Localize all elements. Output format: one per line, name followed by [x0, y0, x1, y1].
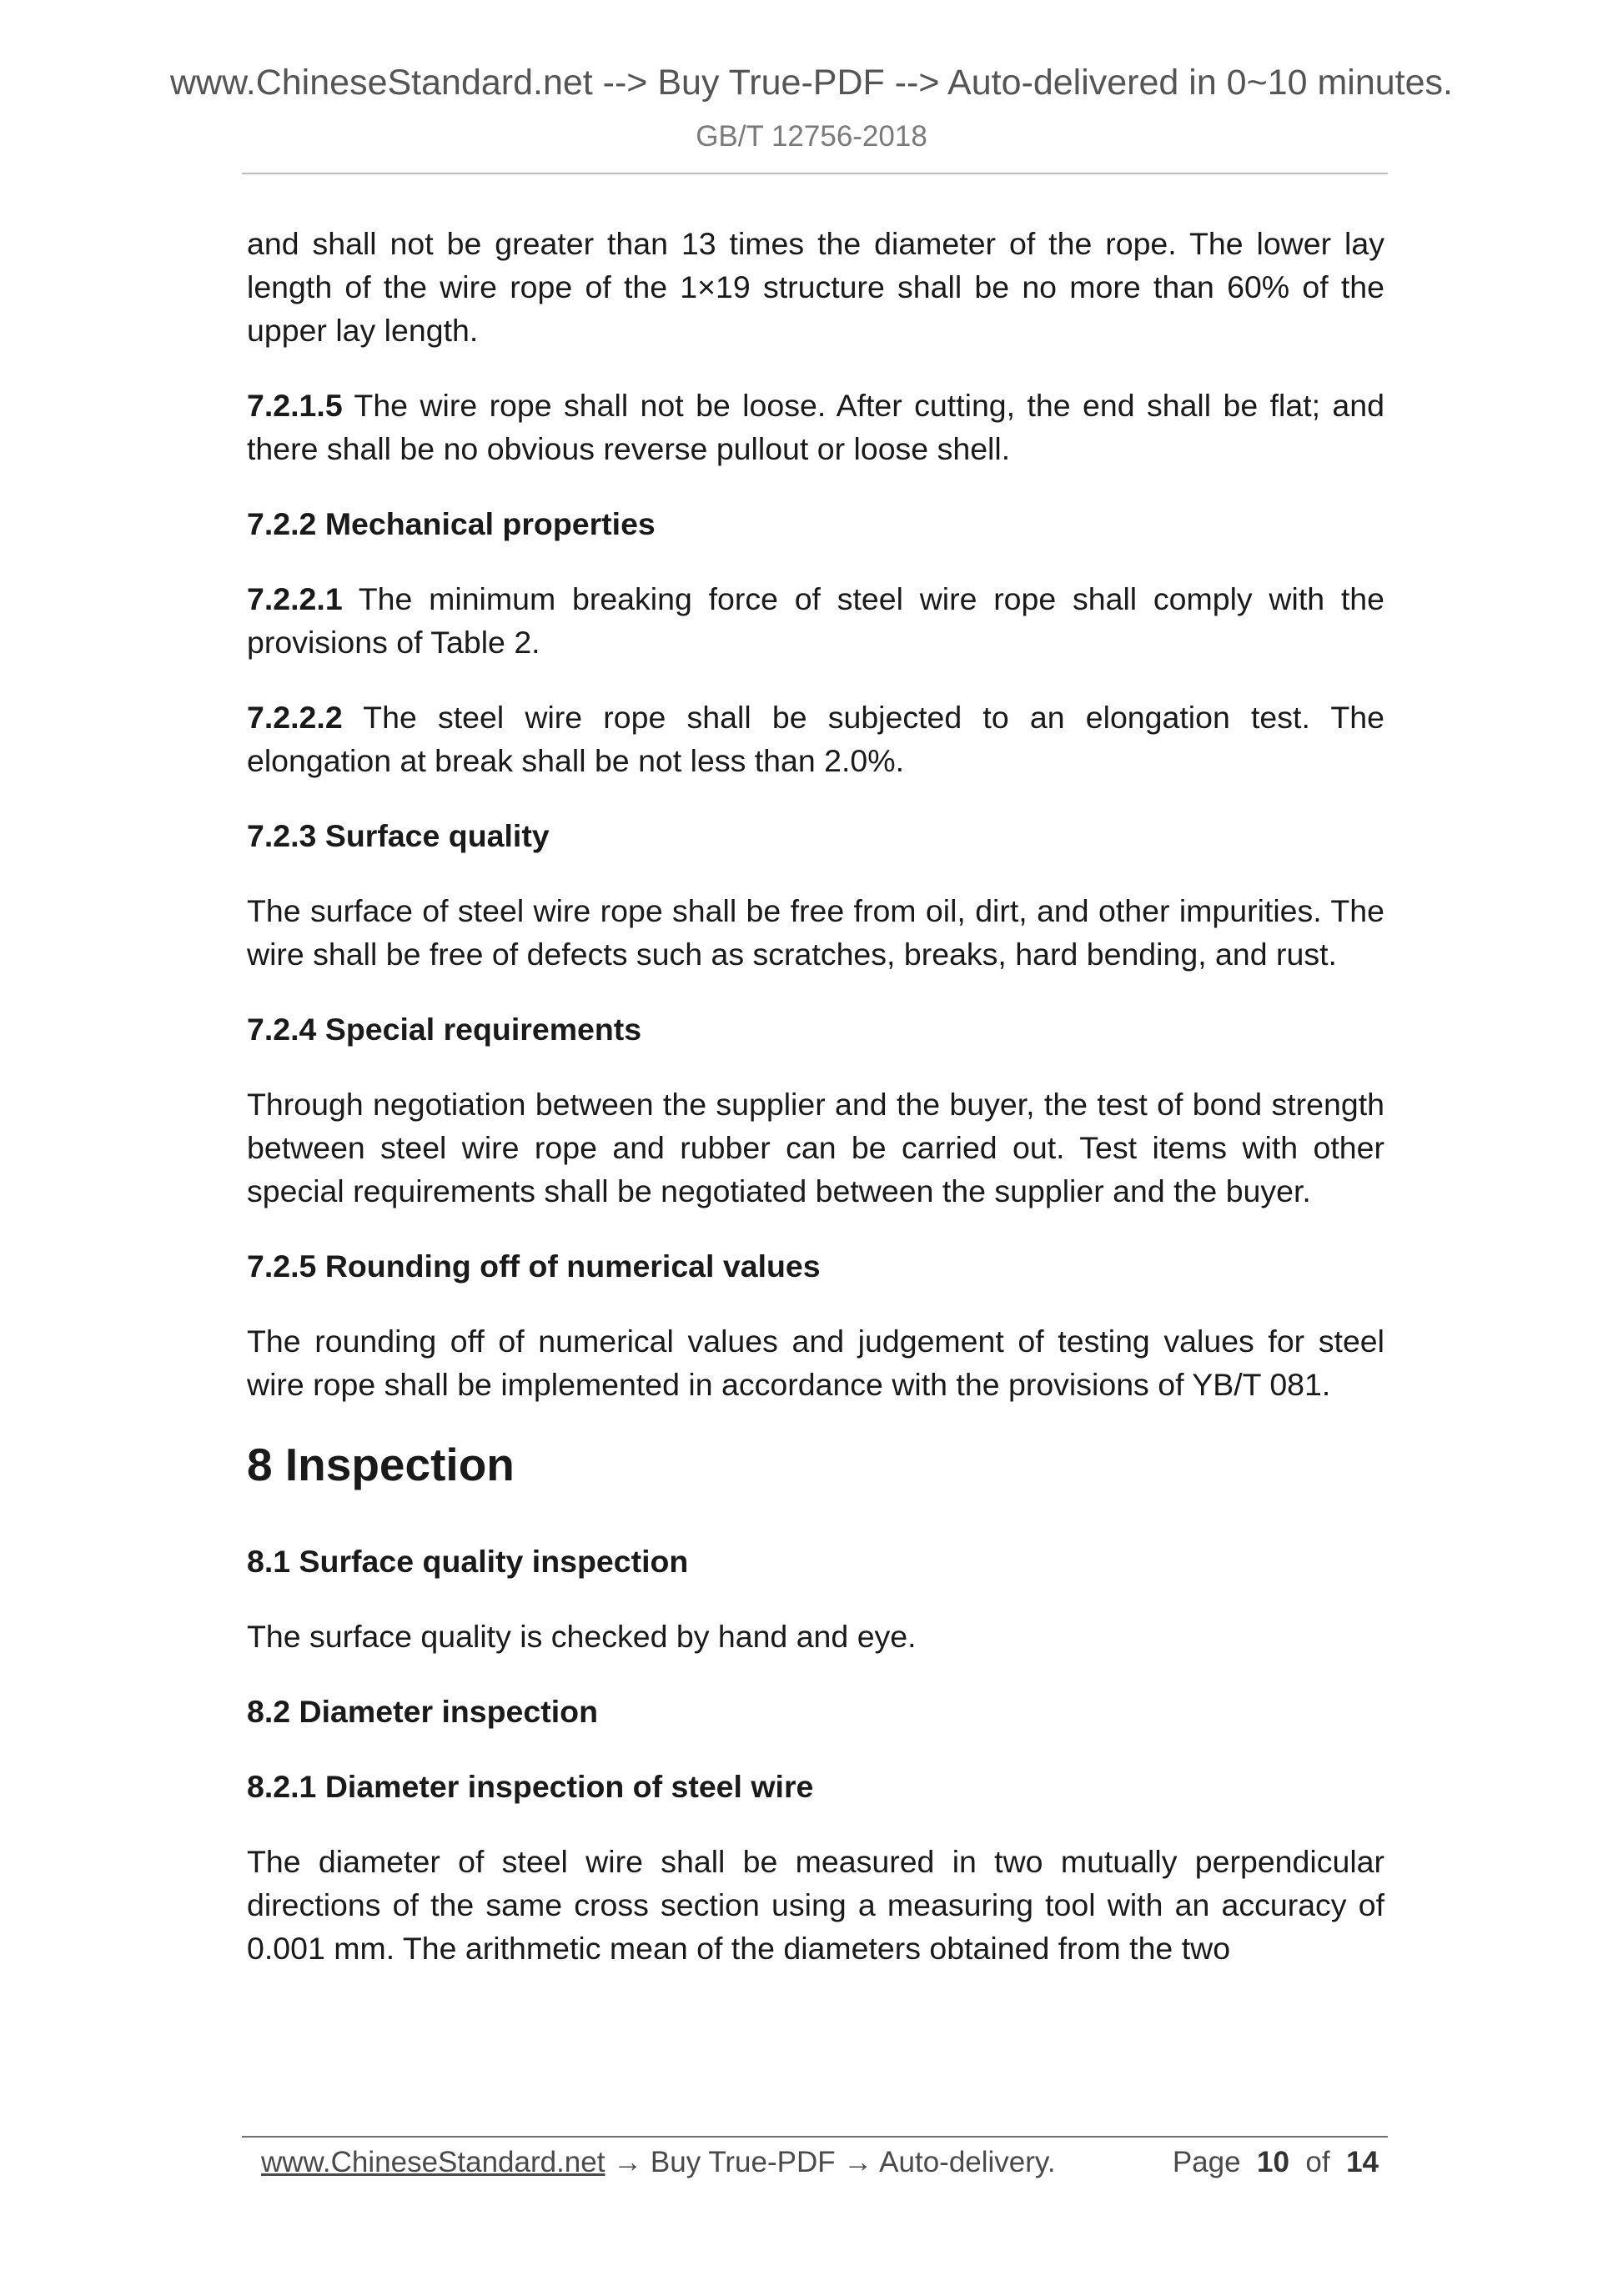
- footer-divider: [242, 2136, 1388, 2138]
- clause-number: 7.2.1.5: [247, 388, 343, 423]
- clause-7-2-2-1: [247, 577, 1384, 664]
- clause-number: 7.2.2.1: [247, 581, 343, 616]
- heading-7-2-3: 7.2.3 Surface quality: [247, 818, 550, 853]
- heading-8-2: 8.2 Diameter inspection: [247, 1694, 598, 1729]
- heading-7-2-4: 7.2.4 Special requirements: [247, 1012, 642, 1047]
- page-total: 14: [1346, 2146, 1379, 2178]
- heading-7-2-2: 7.2.2 Mechanical properties: [247, 506, 656, 541]
- page-current: 10: [1257, 2146, 1289, 2178]
- paragraph-continued: and shall not be greater than 13 times the diameter of the rope. The lower lay length of the wire rope of the 1×19 structure shall be no more than 60% of the upper lay length.: [247, 226, 1384, 348]
- header-banner: www.ChineseStandard.net --> Buy True-PDF --> Auto-delivered in 0~10 minutes.: [169, 63, 1453, 103]
- paragraph-7-2-4: Through negotiation between the supplier and the buyer, the test of bond strength between steel wire rope and rubber can be carried out. Test items with other special requirements shall be negotiated between the supplier and the buyer.: [247, 1087, 1384, 1208]
- page-footer: [261, 2142, 1379, 2183]
- heading-8-2-1: 8.2.1 Diameter inspection of steel wire: [247, 1769, 814, 1804]
- heading-8: 8 Inspection: [247, 1439, 515, 1490]
- paragraph-8-2-1: The diameter of steel wire shall be measured in two mutually perpendicular directions of the same cross section using a measuring tool with an accuracy of 0.001 mm. The arithmetic mean of the diameters obtained from the two: [247, 1844, 1384, 1966]
- clause-7-2-2-2: [247, 696, 1384, 782]
- heading-7-2-5: 7.2.5 Rounding off of numerical values: [247, 1248, 821, 1284]
- clause-text: The steel wire rope shall be subjected to an elongation test. The elongation at break shall be not less than 2.0%.: [247, 700, 1384, 778]
- standard-code: GB/T 12756-2018: [696, 120, 927, 153]
- document-body: [247, 222, 1384, 2002]
- clause-text: The minimum breaking force of steel wire rope shall comply with the provisions of Table 2.: [247, 581, 1384, 660]
- footer-promo: → Buy True-PDF → Auto-delivery.: [605, 2146, 1056, 2178]
- of-label: of: [1305, 2146, 1330, 2178]
- site-link[interactable]: www.ChineseStandard.net: [261, 2146, 605, 2178]
- clause-text: The wire rope shall not be loose. After cutting, the end shall be flat; and there shall be no obvious reverse pullout or loose shell.: [247, 388, 1384, 466]
- footer-promo-line: [261, 2142, 1056, 2183]
- clause-number: 7.2.2.2: [247, 700, 343, 735]
- heading-8-1: 8.1 Surface quality inspection: [247, 1544, 689, 1579]
- header-divider: [242, 173, 1388, 174]
- page-label: Page: [1172, 2146, 1241, 2178]
- page-number: [1173, 2142, 1379, 2183]
- paragraph-7-2-3: The surface of steel wire rope shall be free from oil, dirt, and other impurities. The wire shall be free of defects such as scratches, breaks, hard bending, and rust.: [247, 893, 1384, 972]
- paragraph-8-1: The surface quality is checked by hand and eye.: [247, 1619, 917, 1654]
- clause-7-2-1-5: [247, 384, 1384, 470]
- paragraph-7-2-5: The rounding off of numerical values and judgement of testing values for steel wire rope shall be implemented in accordance with the provisions of YB/T 081.: [247, 1324, 1384, 1402]
